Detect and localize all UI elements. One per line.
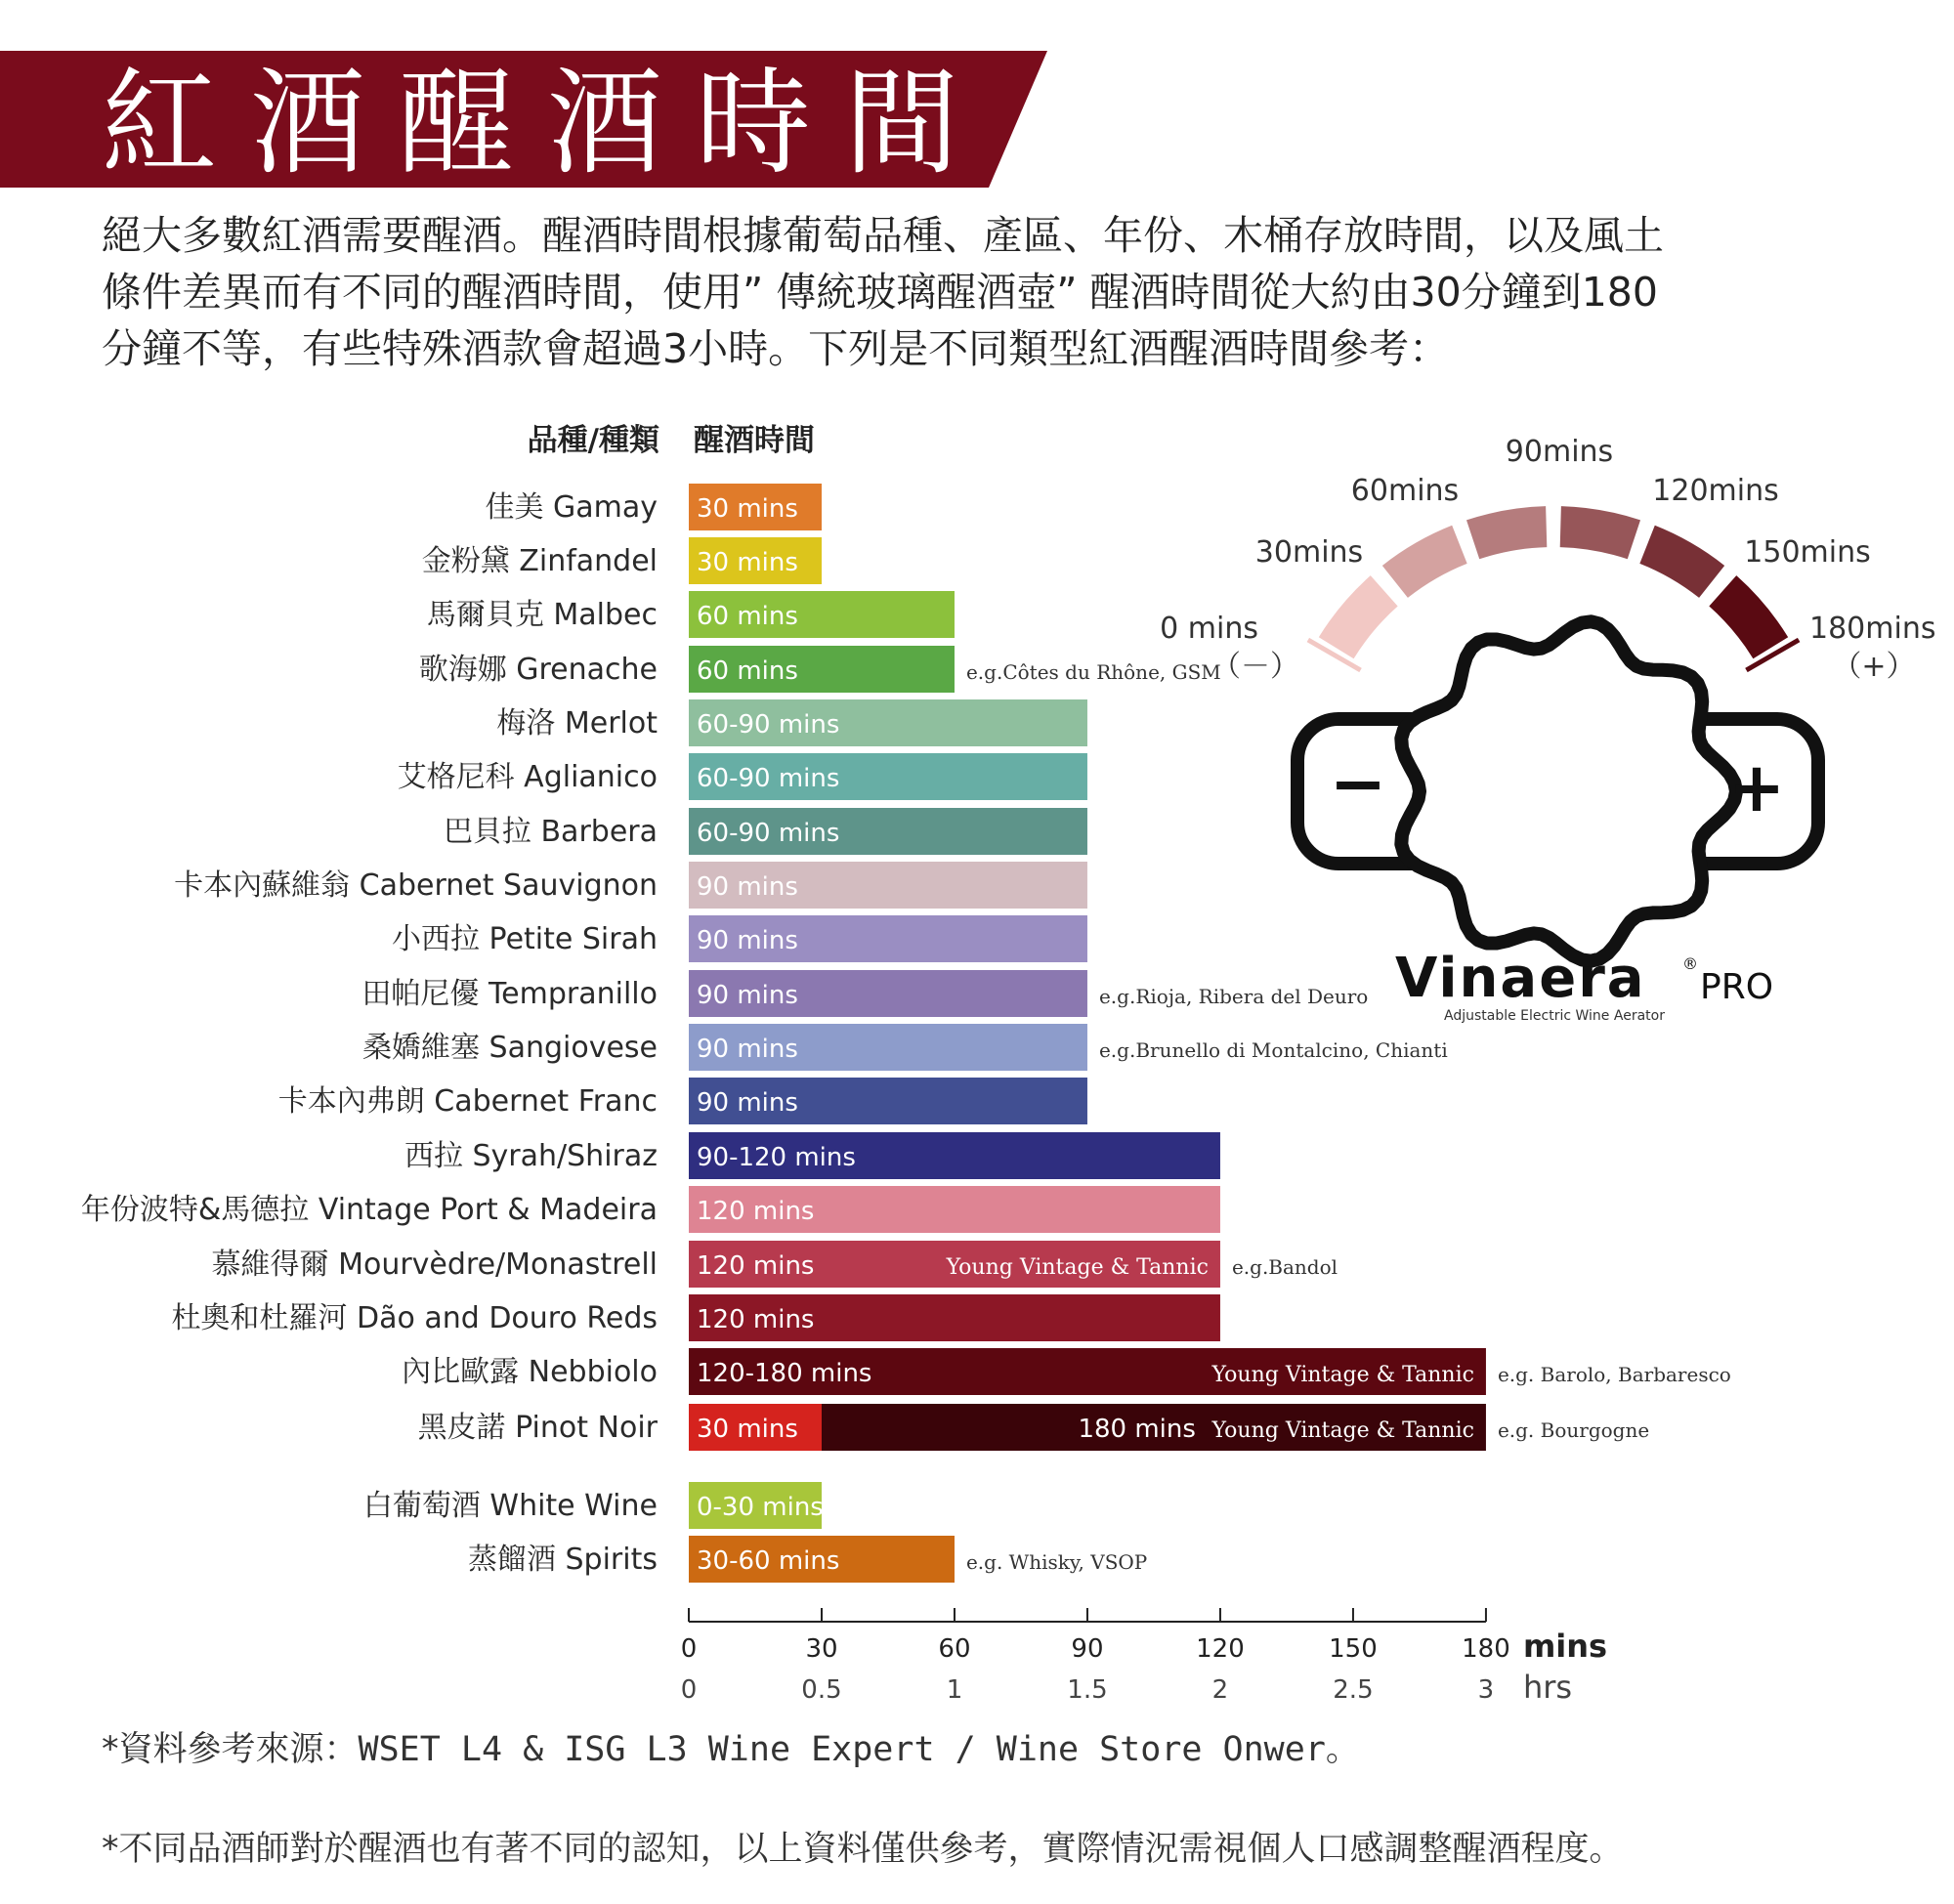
x-tick-label-hrs: 2.5: [1333, 1675, 1374, 1705]
bar-note: e.g.Brunello di Montalcino, Chianti: [1098, 1038, 1448, 1062]
category-label: 白葡萄酒 White Wine: [362, 1489, 658, 1523]
device-minus-button: −: [1329, 743, 1387, 824]
dial-plus-symbol: （+）: [1832, 650, 1916, 684]
category-label: 卡本內弗朗 Cabernet Franc: [277, 1084, 658, 1119]
bar-note: e.g.Bandol: [1231, 1255, 1338, 1279]
category-label: 黑皮諾 Pinot Noir: [417, 1411, 658, 1445]
category-label: 小西拉 Petite Sirah: [392, 922, 658, 956]
bar-value-label: 90 mins: [697, 1035, 798, 1064]
category-label: 艾格尼科 Aglianico: [397, 760, 658, 794]
x-tick-label-hrs: 2: [1211, 1675, 1229, 1705]
dial-segment: [1639, 526, 1724, 598]
category-label: 慕維得爾 Mourvèdre/Monastrell: [211, 1248, 658, 1282]
category-label: 金粉黛 Zinfandel: [421, 544, 658, 578]
page-title: 紅酒醒酒時間: [102, 56, 994, 190]
footnote-source-suffix: 。: [1325, 1730, 1360, 1769]
bar-value-label: 30 mins: [697, 1415, 798, 1444]
x-tick-label-hrs: 1.5: [1067, 1675, 1108, 1705]
brand-logo-name: Vinaera: [1395, 947, 1646, 1010]
category-label: 歌海娜 Grenache: [418, 653, 658, 687]
bar-value-label: 60 mins: [697, 602, 798, 631]
bar-note: e.g. Whisky, VSOP: [965, 1550, 1148, 1574]
dial-minus-symbol: （－）: [1211, 650, 1299, 684]
footnote-source-prefix: *資料參考來源：: [102, 1730, 359, 1769]
category-label: 年份波特&馬德拉 Vintage Port & Madeira: [80, 1193, 658, 1227]
x-tick-label-mins: 150: [1329, 1634, 1378, 1664]
bar-note: e.g. Bourgogne: [1497, 1418, 1650, 1442]
dial-segment: [1382, 526, 1467, 598]
x-tick-label-mins: 30: [805, 1634, 838, 1664]
footnote-source: [102, 1722, 1360, 1771]
dial-label: 60mins: [1350, 474, 1460, 508]
dial-segment: [1709, 575, 1788, 658]
bar-note: e.g. Barolo, Barbaresco: [1497, 1363, 1731, 1386]
dial-segment: [1466, 506, 1547, 559]
bar-value-label: 30 mins: [697, 548, 798, 577]
x-unit-mins: mins: [1522, 1628, 1608, 1665]
category-label: 內比歐露 Nebbiolo: [402, 1355, 658, 1389]
bar-value-label: 90-120 mins: [697, 1143, 856, 1172]
bar-value-label: 60 mins: [697, 656, 798, 686]
bar-value-label: 120-180 mins: [697, 1359, 872, 1388]
category-label: 馬爾貝克 Malbec: [426, 598, 658, 632]
intro-line: 條件差異而有不同的醒酒時間，使用” 傳統玻璃醒酒壺” 醒酒時間從大約由30分鐘到180: [102, 269, 1658, 316]
bar-value-label: 90 mins: [697, 926, 798, 955]
brand-tagline: Adjustable Electric Wine Aerator: [1444, 1008, 1665, 1024]
intro-line: 絕大多數紅酒需要醒酒。醒酒時間根據葡萄品種、產區、年份、木桶存放時間，以及風土: [102, 212, 1664, 259]
bar-value-label: 30-60 mins: [697, 1546, 840, 1576]
device-cap: [1401, 621, 1736, 960]
bar-value-label: 60-90 mins: [697, 764, 840, 793]
bar-inner-note: Young Vintage & Tannic: [1211, 1363, 1474, 1387]
bar-value-label: 30 mins: [697, 494, 798, 524]
device-plus-button: +: [1727, 747, 1786, 827]
brand-logo-pro: PRO: [1700, 967, 1774, 1007]
dial-label: 180mins: [1809, 612, 1936, 646]
category-label: 杜奧和杜羅河 Dão and Douro Reds: [171, 1301, 658, 1335]
aerator-device-icon: [1297, 621, 1818, 960]
footnote-source-text: WSET L4 & ISG L3 Wine Expert / Wine Store Onwer: [358, 1730, 1326, 1769]
x-tick-label-mins: 120: [1196, 1634, 1245, 1664]
category-label: 巴貝拉 Barbera: [443, 815, 658, 849]
x-unit-hrs: hrs: [1522, 1669, 1573, 1706]
dial-segment: [1319, 575, 1398, 658]
category-label: 卡本內蘇維翁 Cabernet Sauvignon: [174, 868, 658, 903]
x-tick-label-hrs: 1: [946, 1675, 963, 1705]
dial-label: 0 mins: [1160, 612, 1258, 646]
dial-label: 120mins: [1652, 474, 1779, 508]
bar-value-label: 60-90 mins: [697, 710, 840, 740]
brand-logo-reg: ®: [1682, 954, 1698, 973]
bar-inner-note: Young Vintage & Tannic: [946, 1255, 1209, 1280]
dial-label: 30mins: [1254, 535, 1364, 570]
bar-value-label: 120 mins: [697, 1251, 815, 1281]
bar-value-label: 60-90 mins: [697, 819, 840, 848]
bar-value-label: 0-30 mins: [697, 1493, 824, 1522]
bar-value-label: 120 mins: [697, 1197, 815, 1226]
dial-label: 90mins: [1505, 435, 1614, 469]
dial-label: 150mins: [1744, 535, 1871, 570]
bar-note: e.g.Rioja, Ribera del Deuro: [1098, 985, 1369, 1008]
bar-value-label: 90 mins: [697, 872, 798, 902]
x-tick-label-mins: 90: [1071, 1634, 1104, 1664]
x-tick-label-mins: 60: [938, 1634, 971, 1664]
bar-end-label: 180 mins: [1078, 1415, 1196, 1444]
column-header-time: 醒酒時間: [694, 423, 815, 458]
category-label: 佳美 Gamay: [485, 490, 658, 525]
intro-line: 分鐘不等，有些特殊酒款會超過3小時。下列是不同類型紅酒醒酒時間參考：: [102, 325, 1450, 372]
dial-segment: [1560, 506, 1640, 559]
category-label: 西拉 Syrah/Shiraz: [404, 1139, 658, 1173]
x-tick-label-hrs: 0: [680, 1675, 698, 1705]
category-label: 田帕尼優 Tempranillo: [361, 977, 658, 1011]
bar-value-label: 120 mins: [697, 1305, 815, 1334]
x-tick-label-hrs: 3: [1477, 1675, 1495, 1705]
category-label: 蒸餾酒 Spirits: [467, 1543, 658, 1577]
column-header-variety: 品種/種類: [527, 423, 659, 458]
bar-note: e.g.Côtes du Rhône, GSM: [965, 660, 1221, 684]
x-tick-label-mins: 0: [680, 1634, 698, 1664]
x-tick-label-mins: 180: [1462, 1634, 1510, 1664]
category-label: 桑嬌維塞 Sangiovese: [361, 1031, 658, 1065]
category-label: 梅洛 Merlot: [496, 706, 658, 740]
bar-inner-note: Young Vintage & Tannic: [1211, 1418, 1474, 1443]
bar-value-label: 90 mins: [697, 1088, 798, 1118]
x-tick-label-hrs: 0.5: [801, 1675, 842, 1705]
bar-value-label: 90 mins: [697, 981, 798, 1010]
footnote-disclaimer: *不同品酒師對於醒酒也有著不同的認知，以上資料僅供參考，實際情況需視個人口感調整醒酒程度。: [102, 1830, 1624, 1869]
